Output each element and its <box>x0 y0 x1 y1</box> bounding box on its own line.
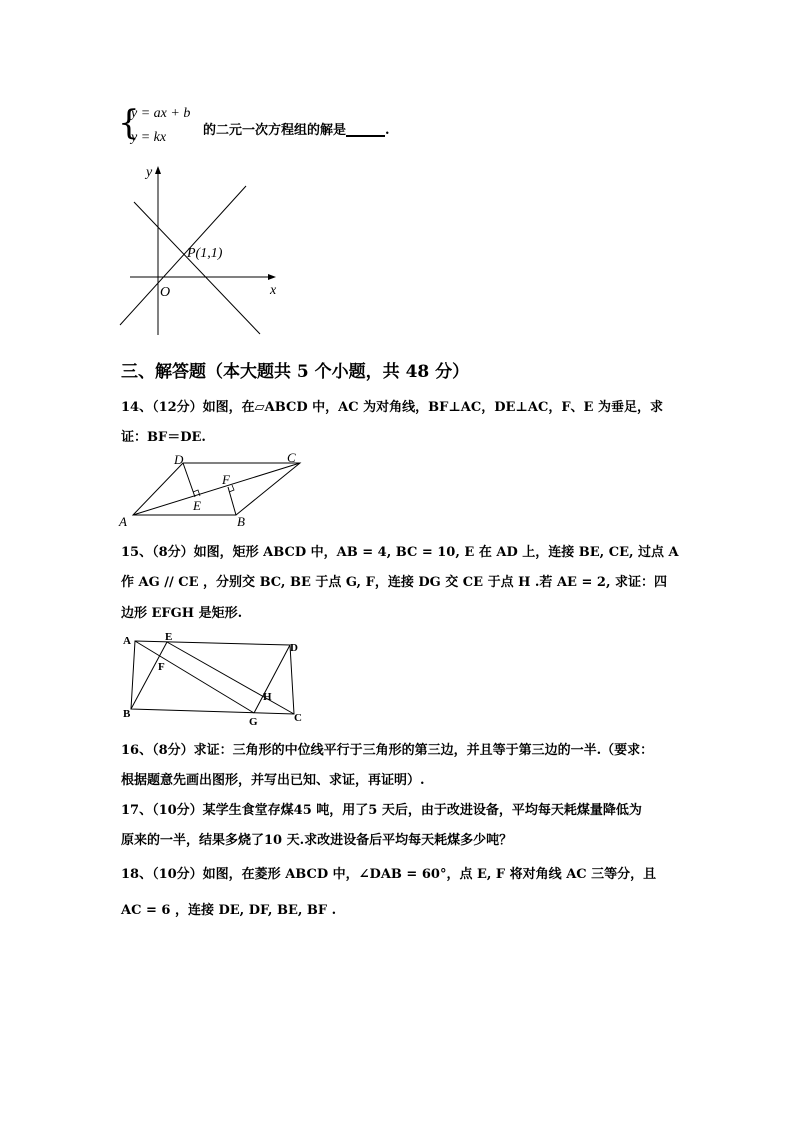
point-d-label: D <box>290 642 298 654</box>
point-a-label: A <box>123 635 131 647</box>
point-a-label: A <box>119 514 127 529</box>
segment-be <box>131 642 167 709</box>
section-title: 三、解答题（本大题共 5 个小题，共 48 分） <box>121 362 470 382</box>
point-e-label: E <box>193 498 201 513</box>
q15-line-1: 15、（8分）如图，矩形 ABCD 中，AB = 4, BC = 10, E 在 AD 上，连接 BE, CE, 过点 A <box>121 545 679 560</box>
point-d-label: D <box>174 452 184 467</box>
point-b-label: B <box>237 514 245 529</box>
point-f-label: F <box>222 472 230 487</box>
q18-line-2: AC = 6 ，连接 DE, DF, BE, BF . <box>121 903 337 918</box>
y-axis-label: y <box>146 165 153 180</box>
q17-line-2: 原来的一半，结果多烧了10 天.求改进设备后平均每天耗煤多少吨？ <box>121 833 513 848</box>
q16-line-2: 根据题意先画出图形，并写出已知、求证，再证明）. <box>121 773 425 788</box>
line-y-ax-b <box>134 202 260 334</box>
q13-blank: ______ <box>346 123 386 138</box>
q15-line-3: 边形 EFGH 是矩形. <box>121 606 243 621</box>
q13-end: . <box>385 123 390 138</box>
q15-line-2: 作 AG // CE ，分别交 BC, BE 于点 G, F，连接 DG 交 CE 于点 H .若 AE = 2, 求证：四 <box>121 575 667 590</box>
origin-label: O <box>160 285 171 300</box>
segment-ce <box>167 642 294 714</box>
q15-rectangle-figure <box>118 628 308 728</box>
system-brace: { <box>118 103 140 143</box>
x-axis-label: x <box>270 283 277 298</box>
q13-graph <box>110 160 290 340</box>
x-axis-arrow-icon <box>268 274 276 280</box>
point-f-label: F <box>158 661 165 673</box>
point-h-label: H <box>263 691 272 703</box>
q13-text <box>203 119 390 138</box>
segment-ag <box>135 641 254 713</box>
q18-line-1: 18、（10分）如图，在菱形 ABCD 中，∠DAB = 60°，点 E, F 将对角线 AC 三等分，且 <box>121 867 657 882</box>
q14-parallelogram-figure <box>115 452 315 530</box>
point-b-label: B <box>123 708 131 720</box>
equation-1: y = ax + b <box>131 106 191 121</box>
y-axis-arrow-icon <box>155 166 161 174</box>
rectangle-abcd <box>131 641 294 714</box>
segment-dg <box>254 645 290 713</box>
equation-2: y = kx <box>131 130 167 145</box>
q16-line-1: 16、（8分）求证：三角形的中位线平行于三角形的第三边，并且等于第三边的一半.（要求： <box>121 743 654 758</box>
point-p-label: P(1,1) <box>187 246 223 261</box>
q14-line-1: 14、（12分）如图，在▱ABCD 中，AC 为对角线，BF⊥AC，DE⊥AC，F、E 为垂足，求 <box>121 400 663 415</box>
point-c-label: C <box>287 452 296 465</box>
point-e-label: E <box>165 631 173 643</box>
point-g-label: G <box>249 716 258 728</box>
point-c-label: C <box>294 712 302 724</box>
q14-line-2: 证：BF＝DE. <box>121 430 206 445</box>
q13-prompt: 的二元一次方程组的解是 <box>203 123 347 138</box>
q17-line-1: 17、（10分）某学生食堂存煤45 吨，用了5 天后，由于改进设备，平均每天耗煤量降低为 <box>121 803 642 818</box>
